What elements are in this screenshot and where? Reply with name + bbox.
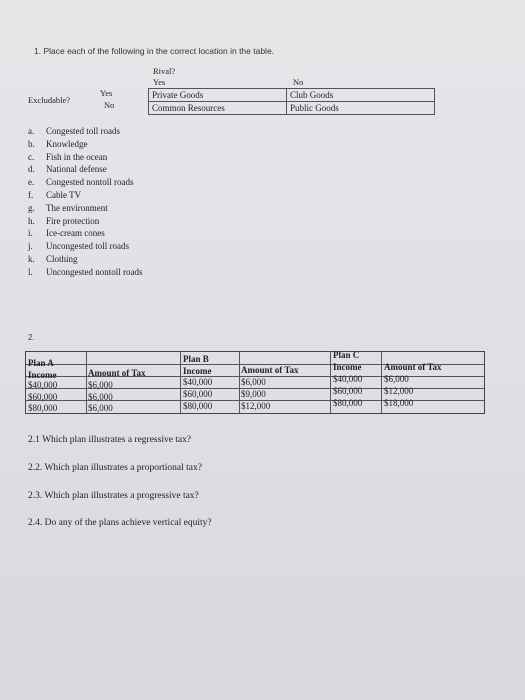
plan-a-income-header: Income xyxy=(28,370,57,380)
table-cell: $6,000 xyxy=(384,374,409,384)
list-item: i. Ice-cream cones xyxy=(28,228,105,239)
rival-no-header: No xyxy=(293,77,304,87)
list-item: a. Congested toll roads xyxy=(28,126,120,136)
rival-yes-header: Yes xyxy=(153,77,166,87)
list-item: g. The environment xyxy=(28,202,108,213)
plan-b-tax-header: Amount of Tax xyxy=(241,365,299,375)
cell-common-resources: Common Resources xyxy=(152,103,225,113)
table-cell: $6,000 xyxy=(88,392,113,402)
table-cell: $12,000 xyxy=(384,386,414,396)
table-cell: $80,000 xyxy=(183,401,213,411)
list-item: b. Knowledge xyxy=(28,138,88,149)
list-item: h. Fire protection xyxy=(28,215,100,226)
excludable-label: Excludable? xyxy=(28,95,71,105)
question-2-3: 2.3. Which plan illustrates a progressive tax? xyxy=(28,491,199,501)
list-item: f. Cable TV xyxy=(28,189,82,200)
table-cell: $6,000 xyxy=(88,380,113,390)
list-item: d. National defense xyxy=(28,164,107,175)
plan-b-income-header: Income xyxy=(183,366,212,376)
excludable-no-header: No xyxy=(104,100,115,110)
question-2-4: 2.4. Do any of the plans achieve vertical equity? xyxy=(28,518,212,528)
list-item: k. Clothing xyxy=(28,253,78,264)
plan-c-income-header: Income xyxy=(333,362,362,372)
table-cell: $40,000 xyxy=(28,380,58,390)
table-cell: $6,000 xyxy=(241,377,266,387)
plan-b-name: Plan B xyxy=(183,354,209,364)
plan-c-tax-header: Amount of Tax xyxy=(384,362,442,372)
cell-private-goods: Private Goods xyxy=(152,90,204,100)
question-1-title: 1. Place each of the following in the correct location in the table. xyxy=(34,46,275,56)
plan-a-tax-header: Amount of Tax xyxy=(88,368,146,378)
excludable-yes-header: Yes xyxy=(100,88,113,98)
table-cell: $60,000 xyxy=(183,389,213,399)
table-cell: $60,000 xyxy=(28,392,58,402)
table-cell: $12,000 xyxy=(241,401,271,411)
plan-c-name: Plan C xyxy=(333,350,360,360)
table-cell: $60,000 xyxy=(333,386,363,396)
goods-item-list xyxy=(28,125,142,279)
goods-classification-table xyxy=(148,88,435,115)
table-cell: $18,000 xyxy=(384,398,414,408)
plan-a-name: Plan A xyxy=(28,358,54,368)
question-2-1: 2.1 Which plan illustrates a regressive tax? xyxy=(28,435,192,445)
rival-label: Rival? xyxy=(153,66,176,76)
list-item: j. Uncongested toll roads xyxy=(28,241,129,252)
cell-club-goods: Club Goods xyxy=(290,90,334,100)
table-cell: $6,000 xyxy=(88,403,113,413)
question-2-number: 2. xyxy=(28,333,35,342)
list-item: c. Fish in the ocean xyxy=(28,151,108,162)
table-cell: $40,000 xyxy=(183,377,213,387)
question-2-2: 2.2. Which plan illustrates a proportional tax? xyxy=(28,463,202,473)
table-cell: $9,000 xyxy=(241,389,266,399)
table-cell: $80,000 xyxy=(28,403,58,413)
table-cell: $40,000 xyxy=(333,374,363,384)
list-item: e. Congested nontoll roads xyxy=(28,177,134,188)
list-item: l. Uncongested nontoll roads xyxy=(28,266,143,277)
tax-plans-table xyxy=(25,351,485,414)
table-cell: $80,000 xyxy=(333,398,363,408)
cell-public-goods: Public Goods xyxy=(290,103,339,113)
